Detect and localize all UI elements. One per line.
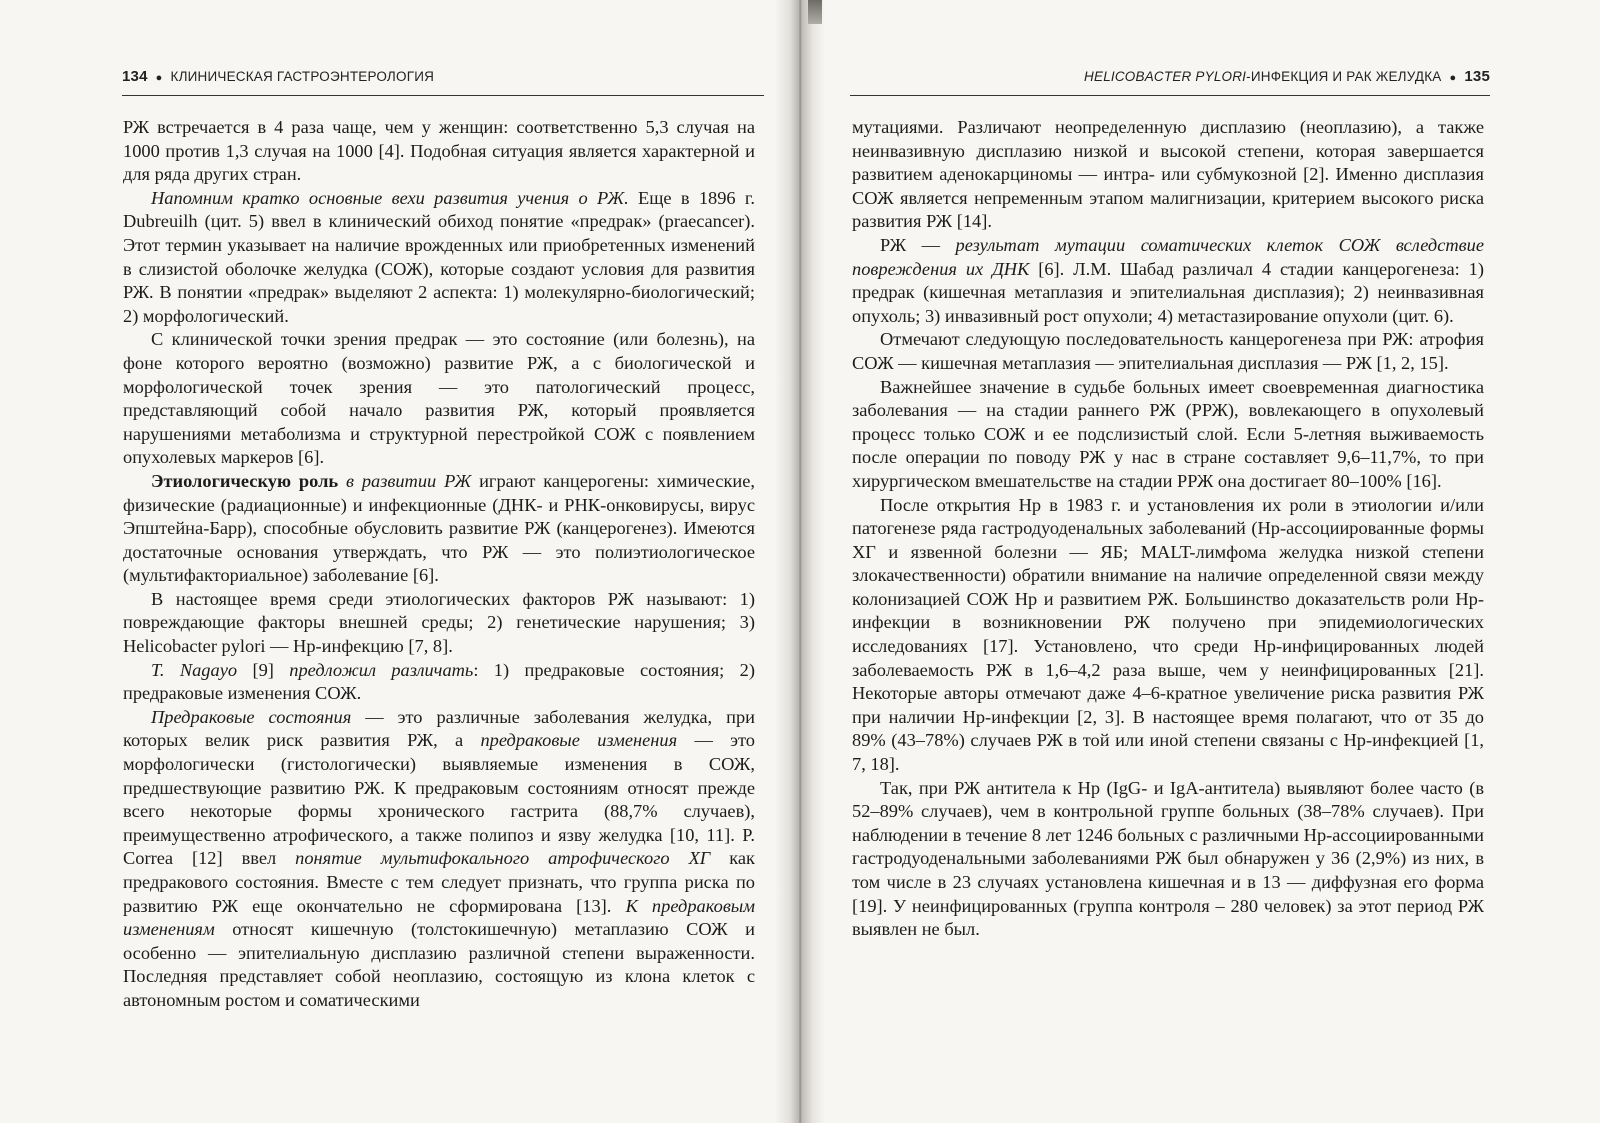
page-number: 134 (122, 68, 148, 85)
running-head: КЛИНИЧЕСКАЯ ГАСТРОЭНТЕРОЛОГИЯ (170, 69, 435, 84)
left-page (0, 0, 790, 1123)
paragraph: Отмечают следующую последовательность канцерогенеза при РЖ: атрофия СОЖ — кишечная метаплазия — эпителиальная дисплазия — РЖ [1, 2, 15]. (852, 329, 1484, 373)
page-number: 135 (1464, 68, 1490, 85)
left-page-text (123, 116, 755, 1013)
paragraph: Этиологическую роль в развитии РЖ играют канцерогены: химические, физические (радиационные) и инфекционные (ДНК- и РНК-онковирусы, вирус Эпштейна-Барр), способные обусловить развитие РЖ (канцерогенез). Имеются достаточные основания утверждать, что РЖ — это полиэтиологическое (мультифакториальное) заболевание [6]. (123, 470, 755, 586)
paragraph: мутациями. Различают неопределенную дисплазию (неоплазию), а также неинвазивную дисплазию низкой и высокой степени, которая завершается развитием аденокарциномы — интра- или субмукозной [2]. Именно дисплазия СОЖ является непременным этапом малигнизации, критерием высокого риска развития РЖ [14]. (852, 117, 1484, 232)
right-running-header (850, 68, 1490, 96)
paragraph: T. Nagayo [9] предложил различать: 1) предраковые состояния; 2) предраковые изменения СОЖ. (123, 659, 755, 704)
paragraph: Предраковые состояния — это различные заболевания желудка, при которых велик риск развития РЖ, а предраковые изменения — это морфологически (гистологически) выявляемые изменения в СОЖ, предшествующие развитию РЖ. К предраковым состояниям относят прежде всего некоторые формы хронического гастрита (88,7% случаев), преимущественно атрофического, а также полипоз и язву желудка [10, 11]. P. Correa [12] ввел понятие мультифокального атрофического ХГ как предракового состояния. Вместе с тем следует признать, что группа риска по развитию РЖ еще окончательно не сформирована [13]. К предраковым изменениям относят кишечную (толстокишечную) метаплазию СОЖ и особенно — эпителиальную дисплазию различной степени выраженности. Последняя представляет собой неоплазию, состоящую из клона клеток с автономным ростом и соматическими (123, 706, 755, 1010)
paragraph: Так, при РЖ антитела к Нр (IgG- и IgA-антитела) выявляют более часто (в 52–89% случаев), чем в контрольной группе больных (38–78% случаев). При наблюдении в течение 8 лет 1246 больных с различными Нр-ассоциированными гастродуоденальными заболеваниями РЖ был обнаружен у 36 (2,9%) из них, в том числе в 23 случаях установлена кишечная и в 13 — диффузная его форма [19]. У неинфицированных (группа контроля – 280 человек) за этот период РЖ выявлен не был. (852, 777, 1484, 940)
paragraph: В настоящее время среди этиологических факторов РЖ называют: 1) повреждающие факторы внешней среды; 2) генетические нарушения; 3) Helicobacter pylori — Нр-инфекцию [7, 8]. (123, 588, 755, 657)
paragraph: РЖ — результат мутации соматических клеток СОЖ вследствие повреждения их ДНК [6]. Л.М. Шабад различал 4 стадии канцерогенеза: 1) предрак (кишечная метаплазия и эпителиальная дисплазия); 2) неинвазивная опухоль; 3) инвазивный рост опухоли; 4) метастазирование опухоли (цит. 6). (852, 234, 1484, 326)
paragraph: РЖ встречается в 4 раза чаще, чем у женщин: соответственно 5,3 случая на 1000 против 1,3 случая на 1000 [4]. Подобная ситуация является характерной и для ряда других стран. (123, 117, 755, 185)
paragraph: Важнейшее значение в судьбе больных имеет своевременная диагностика заболевания — на стадии раннего РЖ (РРЖ), вовлекающего в опухолевый процесс только СОЖ и ее подслизистый слой. Если 5-летняя выживаемость после операции по поводу РЖ у нас в стране составляет 9,6–11,7%, то при хирургическом вмешательстве на стадии РРЖ она достигает 80–100% [16]. (852, 376, 1484, 491)
paragraph: С клинической точки зрения предрак — это состояние (или болезнь), на фоне которого вероятно (возможно) развитие РЖ, а с биологической и морфологической точек зрения — это патологический процесс, представляющий собой начало развития РЖ, который проявляется нарушениями метаболизма и структурной перестройкой СОЖ с появлением опухолевых маркеров [6]. (123, 329, 755, 468)
right-page-text (852, 116, 1484, 942)
bullet-separator: ● (1449, 72, 1457, 84)
paragraph: Напомним кратко основные вехи развития учения о РЖ. Еще в 1896 г. Dubreuilh (цит. 5) ввел в клинический обиход понятие «предрак» (praecancer). Этот термин указывает на наличие врожденных или приобретенных изменений в слизистой оболочке желудка (СОЖ), которые создают условия для развития РЖ. В понятии «предрак» выделяют 2 аспекта: 1) молекулярно-биологический; 2) морфологический. (123, 187, 755, 326)
running-head: HELICOBACTER PYLORI-ИНФЕКЦИЯ И РАК ЖЕЛУДКА (1084, 69, 1442, 84)
bullet-separator: ● (155, 72, 163, 84)
left-running-header (122, 68, 764, 96)
right-page (810, 0, 1600, 1123)
paragraph: После открытия Нр в 1983 г. и установления их роли в этиологии и/или патогенезе ряда гастродуоденальных заболеваний (Нр-ассоциированные формы ХГ и язвенной болезни — ЯБ; MALT-лимфома желудка низкой степени злокачественности) обратили внимание на наличие определенной связи между колонизацией СОЖ Нр и развитием РЖ. Большинство доказательств роли Нр-инфекции в возникновении РЖ получено при эпидемиологических исследованиях [17]. Установлено, что среди Нр-инфицированных людей заболеваемость РЖ в 1,6–4,2 раза выше, чем у неинфицированных [21]. Некоторые авторы отмечают даже 4–6-кратное увеличение риска развития РЖ при наличии Нр-инфекции [2, 3]. В настоящее время полагают, что от 35 до 89% (43–78%) случаев РЖ в той или иной степени связаны с Нр-инфекцией [1, 7, 18]. (852, 494, 1484, 775)
